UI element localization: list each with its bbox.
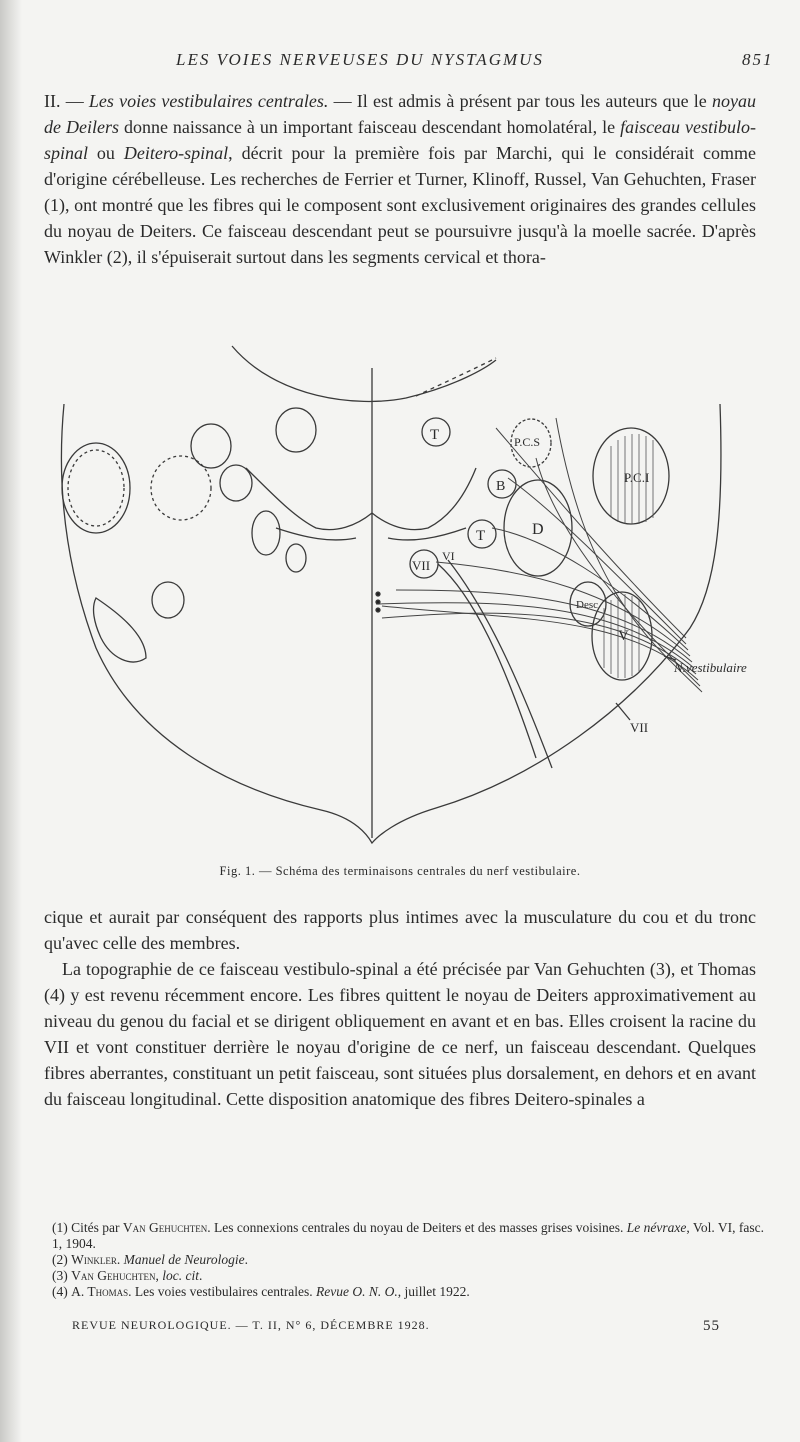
left-nucleus-3 [191, 424, 231, 468]
label-n-vestibulaire: N.vestibulaire [674, 660, 747, 675]
paragraph-1-text-b: donne naissance à un important faisceau descendant homolatéral, le [118, 117, 621, 137]
footnote-1: (1) Cités par Van Gehuchten. Les connexions centrales du noyau de Deiters et des masses grises voisines. Le névraxe, Vol. VI, fasc. 1, 1904. [52, 1220, 765, 1251]
ventricle-roof-arc [232, 346, 496, 401]
figure-caption [0, 864, 800, 879]
label-VII-inner: VII [412, 558, 431, 573]
central-canal-left [276, 528, 356, 540]
paragraph-1-dash: — [333, 91, 357, 111]
left-nucleus-8 [152, 582, 184, 618]
label-PCI: P.C.I [624, 470, 650, 485]
paragraph-1-continuation: cique et aurait par conséquent des rapports plus intimes avec la musculature du cou et du tronc qu'avec celle des membres. [44, 907, 756, 953]
running-head-title: LES VOIES NERVEUSES DU NYSTAGMUS [176, 50, 544, 69]
figure-1-diagram [56, 338, 776, 848]
label-T-mid: T [476, 528, 486, 544]
page-footer [72, 1318, 720, 1336]
left-nucleus-4 [276, 408, 316, 452]
term-faisceau-vestibulo-spinal: faisceau vestibulo-spinal [44, 117, 757, 163]
caption-text: — Schéma des terminaisons centrales du nerf vestibulaire. [255, 864, 581, 878]
page-gutter-shadow [0, 0, 22, 1442]
ventricle-floor [246, 468, 476, 530]
footer-journal: REVUE NEUROLOGIQUE. — T. II, N° 6, DÉCEMBRE 1928. [72, 1318, 430, 1332]
left-nucleus-5 [220, 465, 252, 501]
label-line-vii [616, 703, 630, 720]
footnote-2: (2) Winkler. Manuel de Neurologie. [52, 1252, 248, 1267]
label-desc: Desc [576, 599, 598, 611]
facial-root [438, 564, 536, 758]
paragraph-1-text-a: Il est admis à présent par tous les auteurs que le [356, 91, 712, 111]
paragraph-continued [44, 904, 756, 1112]
left-nucleus-large [62, 443, 130, 533]
label-D: D [532, 521, 544, 538]
label-VI: VI [442, 549, 455, 563]
bundle-dot-2 [376, 600, 380, 604]
label-VII-outer: VII [630, 720, 649, 735]
term-noyau-deilers: noyau de Deilers [44, 91, 756, 137]
left-nucleus-inner [68, 450, 124, 526]
footnotes [52, 1220, 772, 1300]
paragraph-1 [44, 88, 756, 270]
left-nucleus-7 [286, 544, 306, 572]
running-head-page-number: 851 [742, 50, 774, 69]
footer-folio: 55 [703, 1318, 720, 1334]
paragraph-1-ou: ou [88, 143, 124, 163]
label-V: V [618, 628, 629, 644]
left-olive [94, 598, 146, 662]
bundle-dot-3 [376, 608, 380, 612]
label-T-top: T [430, 427, 440, 443]
left-nucleus-6 [252, 511, 280, 555]
caption-prefix: Fig. 1. [219, 864, 256, 878]
footnote-3: (3) Van Gehuchten, loc. cit. [52, 1268, 203, 1283]
section-number: II. — [44, 91, 84, 111]
footnote-4: (4) A. Thomas. Les voies vestibulaires centrales. Revue O. N. O., juillet 1922. [52, 1284, 470, 1299]
ventricle-roof-dashed [416, 358, 496, 396]
paragraph-2: La topographie de ce faisceau vestibulo-spinal a été précisée par Van Gehuchten (3), et Thomas (4) y est revenu récemment encore. Les fibres quittent le noyau de Deiters approximativement au niveau du genou du facial et se dirigent obliquement en avant et en bas. Elles croisent la racine du VII et vont constituer derrière le noyau d'origine de ce nerf, un faisceau descendant. Quelques fibres aberrantes, constituant un petit faisceau, sont situées plus dorsalement, en dehors et en avant du faisceau longitudinal. Cette disposition anatomique des fibres Deitero-spinales a [44, 959, 756, 1109]
term-deitero-spinal: Deitero-spinal [123, 143, 229, 163]
label-PCS: P.C.S [514, 435, 541, 449]
central-canal-right [388, 528, 466, 540]
bundle-dot-1 [376, 592, 380, 596]
section-heading: Les voies vestibulaires centrales. [88, 91, 329, 111]
brainstem-outline [61, 404, 721, 843]
paragraph-1-text-c: , décrit pour la première fois par Marchi, qui le considérait comme d'origine cérébelleuse. Les recherches de Ferrier et Turner, Klinoff, Russel, Van Gehuchten, Fraser (1), ont montré que les fibres qui le composent sont exclusivement originaires des grandes cellules du noyau de Deiters. Ce faisceau descendant peut se poursuivre jusqu'à la moelle sacrée. D'après Winkler (2), il s'épuiserait surtout dans les segments cervical et thora- [44, 143, 757, 267]
label-B: B [496, 479, 506, 494]
running-head [0, 50, 800, 72]
